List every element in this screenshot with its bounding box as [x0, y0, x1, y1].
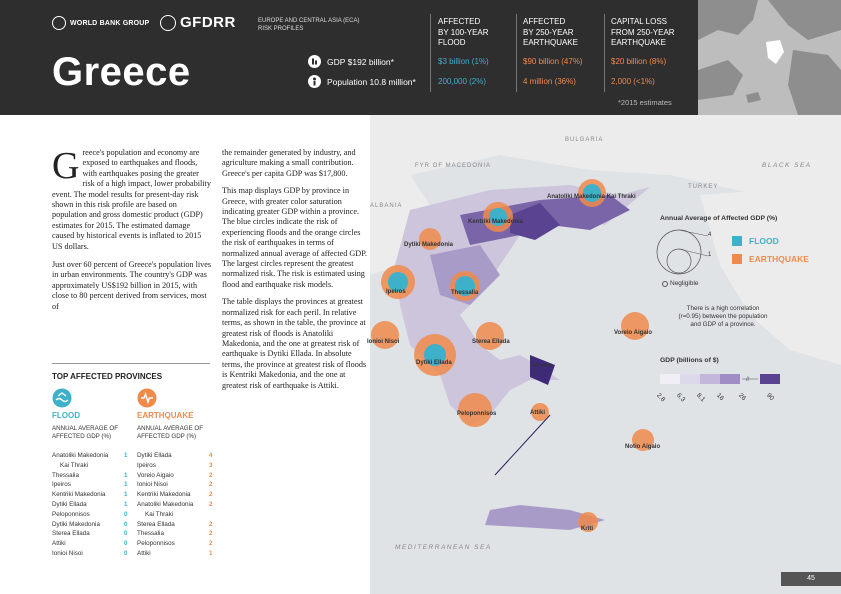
- province-name: Ionioi Nisoi: [137, 481, 168, 489]
- gfdrr-mark-icon: [160, 15, 176, 31]
- capital-loss-column-header: [611, 17, 675, 49]
- divider: [604, 14, 605, 92]
- legend-title: Annual Average of Affected GDP (%): [660, 215, 778, 222]
- province-row: [52, 530, 128, 538]
- legend-eq-label: EARTHQUAKE: [749, 254, 809, 264]
- intro-text-column: [52, 145, 212, 319]
- province-name: Peloponnisos: [137, 540, 175, 548]
- sub-line: AFFECTED GDP (%): [52, 433, 112, 440]
- province-value: 1: [124, 501, 128, 508]
- legend-flood-label: FLOOD: [749, 236, 779, 246]
- province-name: Ionioi Nisoi: [52, 550, 83, 557]
- col-line: AFFECTED: [523, 17, 566, 26]
- province-name: Sterea Ellada: [137, 520, 175, 528]
- legend-circle-sizes: [656, 228, 736, 278]
- province-row: [52, 462, 88, 469]
- province-value: 4: [209, 452, 213, 459]
- province-row: [137, 501, 213, 508]
- province-value: 3: [209, 461, 213, 469]
- province-name: Anatoliki Makedonia: [137, 501, 194, 508]
- locator-map: [698, 0, 841, 115]
- earthquake-subheading: [137, 425, 203, 441]
- province-value: 2: [209, 501, 213, 508]
- sub-line: AFFECTED GDP (%): [137, 433, 197, 440]
- province-value: 1: [124, 471, 128, 479]
- body-p3: the remainder generated by industry, and agriculture making a small contribution. Greece's per capita GDP was $17,800.: [222, 148, 356, 178]
- province-row: [137, 452, 213, 459]
- gdp-legend-title: GDP (billions of $): [660, 357, 719, 364]
- province-label: Attiki: [530, 410, 545, 416]
- gdp-tick: 90: [765, 392, 776, 403]
- albania-label: ALBANIA: [370, 203, 403, 209]
- province-name: Dytiki Ellada: [52, 501, 87, 508]
- flood-pop-value: 200,000 (2%): [438, 77, 487, 86]
- province-name: Voreio Aigaio: [137, 471, 174, 479]
- province-name: Kai Thraki: [145, 510, 174, 518]
- province-row: [137, 491, 213, 499]
- building-icon: [308, 55, 321, 68]
- drop-cap: G: [52, 145, 80, 187]
- population-text: Population 10.8 million*: [327, 76, 416, 87]
- province-value: 0: [124, 530, 128, 538]
- province-row: [52, 491, 128, 499]
- header-band: [0, 0, 698, 115]
- province-name: Ipeiros: [137, 461, 156, 469]
- legend-eq-swatch: [732, 254, 742, 264]
- province-row: [52, 452, 128, 459]
- province-name: Thessalia: [137, 530, 164, 538]
- province-name: Ipeiros: [52, 481, 71, 489]
- gdp-text: GDP $192 billion*: [327, 56, 394, 67]
- province-value: 1: [124, 452, 128, 459]
- flood-gdp-value: $3 billion (1%): [438, 57, 489, 66]
- estimates-note: *2015 estimates: [618, 98, 672, 107]
- province-name: Sterea Ellada: [52, 530, 90, 538]
- legend-4: 4: [708, 232, 712, 238]
- turkey-label: TURKEY: [688, 184, 719, 190]
- province-row: [52, 481, 128, 489]
- province-row: [52, 520, 128, 528]
- col-line: CAPITAL LOSS: [611, 17, 668, 26]
- country-title: Greece: [52, 50, 191, 94]
- province-label: Kentriki Makedonia: [468, 219, 524, 225]
- gfdrr-text: GFDRR: [180, 14, 236, 31]
- gdp-color-scale: [658, 372, 784, 386]
- intro-p1: reece's population and economy are exposed to earthquakes and floods, with earthquakes posing the greater risk of a high impact, lower probability event. The model results for present-day risk shown in this risk profile are based on population and gross domestic product (GDP) estimates for 2015. The estimated damage caused by historical events is inflated to 2015 US dollars.: [52, 148, 211, 251]
- province-row: [137, 511, 173, 518]
- black-sea-label: BLACK SEA: [762, 162, 812, 169]
- provinces-title: TOP AFFECTED PROVINCES: [52, 372, 163, 381]
- province-name: Peloponnisos: [52, 510, 90, 518]
- gfdrr-logo: [160, 14, 236, 31]
- province-row: [137, 520, 213, 528]
- province-value: 0: [124, 510, 128, 518]
- col-line: AFFECTED: [438, 17, 481, 26]
- gdp-tick: 8.1: [695, 392, 707, 404]
- gdp-tick: 2.8: [655, 392, 667, 404]
- province-value: 0: [124, 520, 128, 528]
- province-label: Dytiki Makedonia: [404, 242, 454, 248]
- body-p5: The table displays the provinces at greatest normalized risk for each peril. In relative terms, as shown in the table, the province at greatest risk of floods is Anatoliki Makedonia, and the one at greatest risk of earthquake is Dytiki Ellada. In absolute terms, the province at greatest risk of floods is Kentriki Makedonia, and the one at greatest risk of earthquake is Attiki.: [222, 297, 367, 390]
- med-sea-label: MEDITERRANEAN SEA: [395, 544, 492, 551]
- legend-1: 1: [708, 252, 712, 258]
- flood-column-header: [438, 17, 489, 49]
- province-name: Kentriki Makedonia: [52, 491, 106, 499]
- world-bank-text: WORLD BANK GROUP: [70, 19, 150, 27]
- body-text-column: [222, 148, 370, 398]
- region-line1: EUROPE AND CENTRAL ASIA (ECA): [258, 18, 360, 24]
- greece-risk-map: [370, 115, 841, 594]
- earthquake-column-header: [523, 17, 578, 49]
- intro-paragraph: [52, 145, 212, 252]
- divider: [430, 14, 431, 92]
- col-line: EARTHQUAKE: [611, 38, 666, 47]
- capital-gdp-value: $20 billion (8%): [611, 57, 667, 66]
- province-label: Athens: [532, 363, 553, 369]
- negligible-label: Negligible: [670, 280, 699, 287]
- col-line: FLOOD: [438, 38, 466, 47]
- gdp-tick: 6.3: [675, 392, 687, 404]
- province-label: Peloponnisos: [457, 411, 497, 417]
- province-name: Anatoliki Makedonia: [52, 452, 109, 459]
- province-value: 2: [209, 491, 213, 499]
- fyr-label: FYR OF MACEDONIA: [415, 163, 492, 169]
- region-line2: RISK PROFILES: [258, 26, 304, 32]
- col-line: BY 100-YEAR: [438, 27, 489, 37]
- province-value: 1: [124, 481, 128, 489]
- sub-line: ANNUAL AVERAGE OF: [137, 425, 204, 432]
- province-row: [52, 540, 128, 548]
- flood-heading: FLOOD: [52, 411, 80, 420]
- locator-map-svg: [698, 0, 841, 115]
- world-bank-logo: [52, 16, 149, 30]
- province-value: 2: [209, 530, 213, 538]
- eq-pop-value: 4 million (36%): [523, 77, 576, 86]
- province-value: 1: [124, 491, 128, 499]
- gdp-stat: [308, 55, 394, 68]
- province-value: 1: [209, 550, 213, 557]
- province-value: 2: [209, 520, 213, 528]
- divider: [516, 14, 517, 92]
- province-label: Sterea Ellada: [472, 339, 510, 345]
- eq-gdp-value: $90 billion (47%): [523, 57, 583, 66]
- province-name: Attiki: [137, 550, 151, 557]
- province-value: 2: [209, 540, 213, 548]
- legend-flood-swatch: [732, 236, 742, 246]
- province-row: [137, 481, 213, 489]
- flood-icon: [52, 388, 72, 408]
- province-row: [52, 501, 128, 508]
- person-icon: [308, 75, 321, 88]
- province-label: Kriti: [581, 526, 593, 532]
- earthquake-icon: [137, 388, 157, 408]
- province-value: 0: [124, 550, 128, 557]
- province-row: [52, 471, 128, 479]
- province-row: [137, 550, 213, 557]
- intro-p2: Just over 60 percent of Greece's population lives in urban environments. The country's GDP was approximately US$192 billion in 2015, with close to 80 percent derived from services, most of: [52, 260, 212, 311]
- province-name: Dytiki Ellada: [137, 452, 172, 459]
- province-row: [137, 540, 213, 548]
- province-name: Thessalia: [52, 471, 79, 479]
- province-name: Kentriki Makedonia: [137, 491, 191, 499]
- province-label: Ipeiros: [386, 289, 406, 295]
- section-divider: [52, 363, 210, 364]
- col-line: FROM 250-YEAR: [611, 27, 675, 37]
- col-line: EARTHQUAKE: [523, 38, 578, 47]
- province-row: [137, 461, 213, 469]
- province-label: Anatoliki Makedonia Kai Thraki: [547, 194, 636, 200]
- region-label: [258, 17, 359, 33]
- province-row: [52, 550, 128, 557]
- province-value: 2: [209, 481, 213, 489]
- province-value: 0: [124, 540, 128, 548]
- sub-line: ANNUAL AVERAGE OF: [52, 425, 119, 432]
- province-value: 2: [209, 471, 213, 479]
- population-stat: [308, 75, 416, 88]
- capital-pop-value: 2,000 (<1%): [611, 77, 655, 86]
- negligible-marker: [662, 281, 668, 287]
- earthquake-heading: EARTHQUAKE: [137, 411, 194, 420]
- province-label: Dytiki Ellada: [416, 360, 452, 366]
- gdp-tick: 26: [737, 392, 748, 403]
- gdp-tick: 16: [715, 392, 726, 403]
- province-name: Dytiki Makedonia: [52, 520, 100, 528]
- province-label: Notio Aigaio: [625, 444, 661, 450]
- bulgaria-label: BULGARIA: [565, 137, 604, 143]
- province-label: Thessalia: [451, 290, 479, 296]
- flood-subheading: [52, 425, 118, 441]
- globe-icon: [52, 16, 66, 30]
- province-row: [52, 510, 128, 518]
- province-name: Attiki: [52, 540, 66, 548]
- province-row: [137, 530, 213, 538]
- body-p4: This map displays GDP by province in Greece, with greater color saturation indicating greater GDP within a province. The blue circles indicate the risk of experiencing floods and the orange circles the risk of earthquakes in terms of normalized annual average of affected GDP. The largest circles represent the greatest normalized risk. The risk is estimated using flood and earthquake risk models.: [222, 186, 367, 289]
- page-number: 45: [781, 572, 841, 586]
- col-line: BY 250-YEAR: [523, 27, 574, 37]
- province-name: Kai Thraki: [60, 461, 89, 469]
- province-row: [137, 471, 213, 479]
- svg-text://: //: [746, 377, 750, 383]
- correlation-note: There is a high correlation (r=0.95) between the population and GDP of a province.: [678, 305, 768, 328]
- province-label: Voreio Aigaio: [614, 330, 653, 336]
- province-label: Ionioi Nisoi: [367, 339, 400, 345]
